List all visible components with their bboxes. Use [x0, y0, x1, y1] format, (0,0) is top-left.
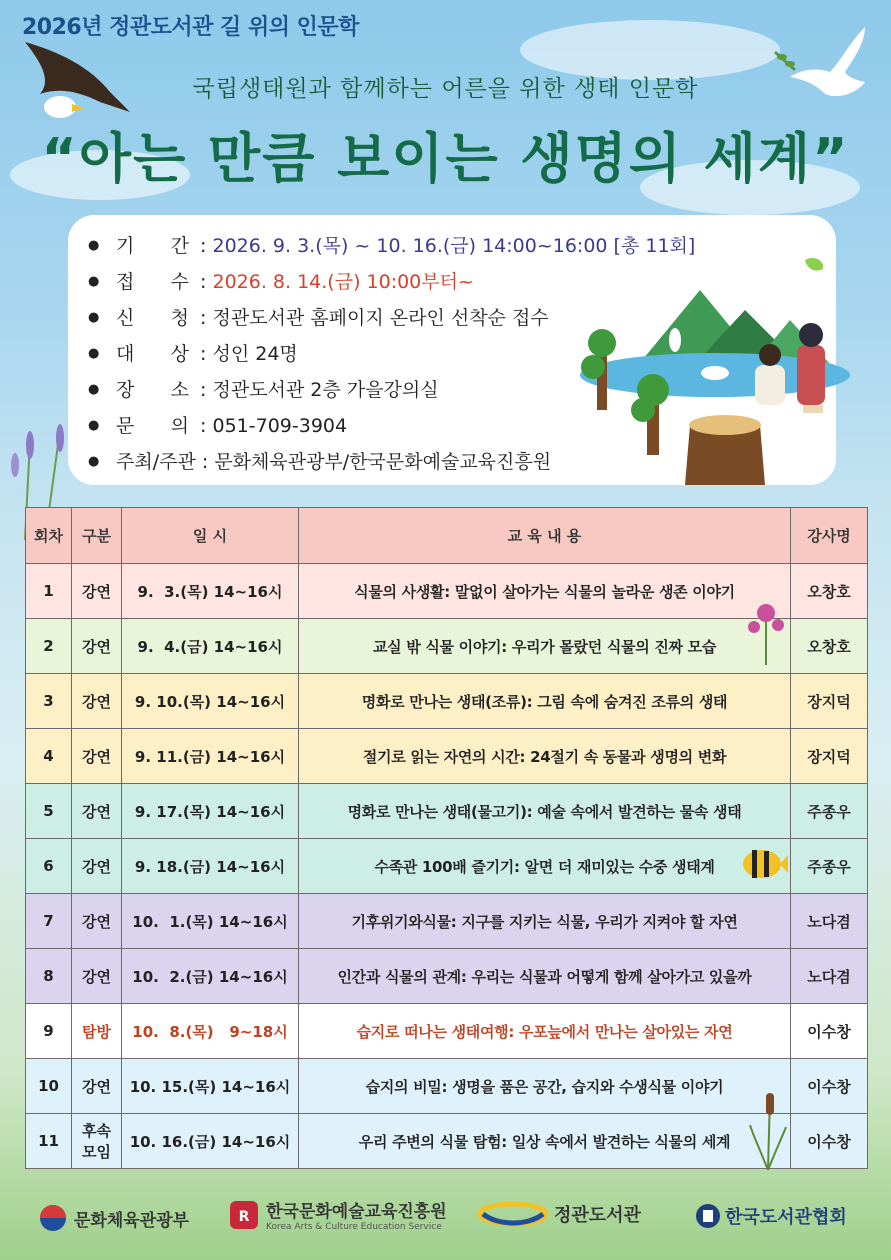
info-label: 대 상: [116, 343, 189, 365]
type-cell: 강연: [72, 894, 122, 949]
info-label: 접 수: [116, 271, 189, 293]
session-cell: 7: [26, 894, 72, 949]
instructor-cell: 장지덕: [791, 729, 868, 784]
info-label: 기 간: [116, 235, 189, 257]
content-cell: 인간과 식물의 관계: 우리는 식물과 어떻게 함께 살아가고 있을까: [299, 949, 791, 1004]
bullet-icon: ●: [88, 310, 100, 325]
datetime-cell: 9. 18.(금) 14~16시: [122, 839, 299, 894]
table-row: [26, 1004, 868, 1059]
type-cell: 강연: [72, 839, 122, 894]
content-cell: 명화로 만나는 생태(조류): 그림 속에 숨겨진 조류의 생태: [299, 674, 791, 729]
header-instructor: 강사명: [791, 508, 868, 564]
type-cell: 강연: [72, 619, 122, 674]
logo-mcst: [38, 1203, 189, 1233]
bullet-icon: ●: [88, 346, 100, 361]
instructor-cell: 장지덕: [791, 674, 868, 729]
info-label: 신 청: [116, 307, 189, 329]
info-separator: :: [194, 415, 213, 437]
info-value: 정관도서관 홈페이지 온라인 선착순 접수: [212, 307, 549, 329]
info-label: 문 의: [116, 415, 189, 437]
mcst-emblem-icon: [38, 1203, 68, 1233]
content-cell: 명화로 만나는 생태(물고기): 예술 속에서 발견하는 물속 생태: [299, 784, 791, 839]
content-cell: 식물의 사생활: 말없이 살아가는 식물의 놀라운 생존 이야기: [299, 564, 791, 619]
type-cell: 강연: [72, 729, 122, 784]
nature-illustration: [575, 255, 860, 485]
session-cell: 5: [26, 784, 72, 839]
table-row: [26, 894, 868, 949]
type-cell: 강연: [72, 1059, 122, 1114]
session-cell: 11: [26, 1114, 72, 1169]
logo-arte-english: Korea Arts & Culture Education Service: [266, 1222, 442, 1232]
datetime-cell: 9. 10.(목) 14~16시: [122, 674, 299, 729]
info-separator: :: [194, 235, 213, 257]
session-cell: 4: [26, 729, 72, 784]
table-row: [26, 1114, 868, 1169]
datetime-cell: 9. 3.(목) 14~16시: [122, 564, 299, 619]
type-cell: 강연: [72, 564, 122, 619]
kla-emblem-icon: [695, 1201, 721, 1231]
table-row: [26, 784, 868, 839]
header-type: 구분: [72, 508, 122, 564]
instructor-cell: 주종우: [791, 839, 868, 894]
instructor-cell: 주종우: [791, 784, 868, 839]
subtitle: 국립생태원과 함께하는 어른을 위한 생태 인문학: [192, 76, 699, 102]
logo-library-text: 정관도서관: [554, 1205, 641, 1226]
logo-arte: [228, 1197, 447, 1232]
header-session: 회차: [26, 508, 72, 564]
info-value: 성인 24명: [212, 343, 298, 365]
content-cell: 기후위기와식물: 지구를 지키는 식물, 우리가 지켜야 할 자연: [299, 894, 791, 949]
type-cell: 강연: [72, 949, 122, 1004]
instructor-cell: 이수창: [791, 1114, 868, 1169]
info-value: 2026. 8. 14.(금) 10:00부터~: [212, 271, 474, 293]
datetime-cell: 9. 11.(금) 14~16시: [122, 729, 299, 784]
session-cell: 10: [26, 1059, 72, 1114]
logo-kla: [695, 1201, 847, 1231]
bullet-icon: ●: [88, 274, 100, 289]
bullet-icon: ●: [88, 382, 100, 397]
session-cell: 3: [26, 674, 72, 729]
header-datetime: 일 시: [122, 508, 299, 564]
datetime-cell: 10. 1.(목) 14~16시: [122, 894, 299, 949]
table-row: [26, 949, 868, 1004]
type-cell: 탐방: [72, 1004, 122, 1059]
bullet-icon: ●: [88, 454, 100, 469]
bullet-icon: ●: [88, 418, 100, 433]
header-content: 교 육 내 용: [299, 508, 791, 564]
content-cell: 습지로 떠나는 생태여행: 우포늪에서 만나는 살아있는 자연: [299, 1004, 791, 1059]
instructor-cell: 오창호: [791, 619, 868, 674]
instructor-cell: 이수창: [791, 1004, 868, 1059]
info-value: 문화체육관광부/한국문화예술교육진흥원: [214, 451, 552, 473]
instructor-cell: 노다겸: [791, 949, 868, 1004]
session-cell: 8: [26, 949, 72, 1004]
content-cell: 습지의 비밀: 생명을 품은 공간, 습지와 수생식물 이야기: [299, 1059, 791, 1114]
session-cell: 6: [26, 839, 72, 894]
session-cell: 1: [26, 564, 72, 619]
info-value: 2026. 9. 3.(목) ~ 10. 16.(금) 14:00~16:00 [총 11회]: [212, 235, 696, 257]
sponsor-logos: [0, 1195, 891, 1245]
session-cell: 2: [26, 619, 72, 674]
library-emblem-icon: [478, 1201, 548, 1227]
datetime-cell: 9. 4.(금) 14~16시: [122, 619, 299, 674]
table-row: [26, 729, 868, 784]
bullet-icon: ●: [88, 238, 100, 253]
content-cell: 교실 밖 식물 이야기: 우리가 몰랐던 식물의 진짜 모습: [299, 619, 791, 674]
event-series-title: 2026년 정관도서관 길 위의 인문학: [22, 15, 359, 40]
datetime-cell: 10. 8.(목) 9~18시: [122, 1004, 299, 1059]
type-cell: 강연: [72, 674, 122, 729]
instructor-cell: 노다겸: [791, 894, 868, 949]
table-row: [26, 1059, 868, 1114]
logo-kla-text: 한국도서관협회: [725, 1207, 847, 1228]
info-separator: :: [194, 271, 213, 293]
instructor-cell: 오창호: [791, 564, 868, 619]
cattail-icon: [748, 1085, 788, 1170]
logo-mcst-text: 문화체육관광부: [74, 1210, 189, 1231]
info-value: 정관도서관 2층 가을강의실: [212, 379, 439, 401]
datetime-cell: 10. 2.(금) 14~16시: [122, 949, 299, 1004]
table-row: [26, 674, 868, 729]
table-header-row: [26, 508, 868, 564]
content-cell: 수족관 100배 즐기기: 알면 더 재미있는 수중 생태계: [299, 839, 791, 894]
info-separator: :: [194, 343, 213, 365]
type-cell: 강연: [72, 784, 122, 839]
main-title: “아는 만큼 보이는 생명의 세계”: [41, 127, 850, 190]
datetime-cell: 10. 16.(금) 14~16시: [122, 1114, 299, 1169]
content-cell: 우리 주변의 식물 탐험: 일상 속에서 발견하는 식물의 세계: [299, 1114, 791, 1169]
info-separator: :: [194, 307, 213, 329]
info-separator: :: [194, 379, 213, 401]
datetime-cell: 9. 17.(목) 14~16시: [122, 784, 299, 839]
content-cell: 절기로 읽는 자연의 시간: 24절기 속 동물과 생명의 변화: [299, 729, 791, 784]
info-label: 장 소: [116, 379, 189, 401]
thistle-icon: [742, 595, 790, 665]
datetime-cell: 10. 15.(목) 14~16시: [122, 1059, 299, 1114]
type-cell: 후속 모임: [72, 1114, 122, 1169]
logo-library: [478, 1201, 641, 1227]
svg-text:R: R: [238, 1208, 250, 1225]
logo-arte-text: 한국문화예술교육진흥원: [266, 1202, 447, 1222]
arte-emblem-icon: [228, 1199, 260, 1231]
info-value: 051-709-3904: [212, 415, 348, 437]
fish-icon: [738, 843, 788, 885]
session-cell: 9: [26, 1004, 72, 1059]
info-label: 주최/주관: [116, 451, 196, 473]
info-separator: :: [195, 451, 215, 473]
instructor-cell: 이수창: [791, 1059, 868, 1114]
